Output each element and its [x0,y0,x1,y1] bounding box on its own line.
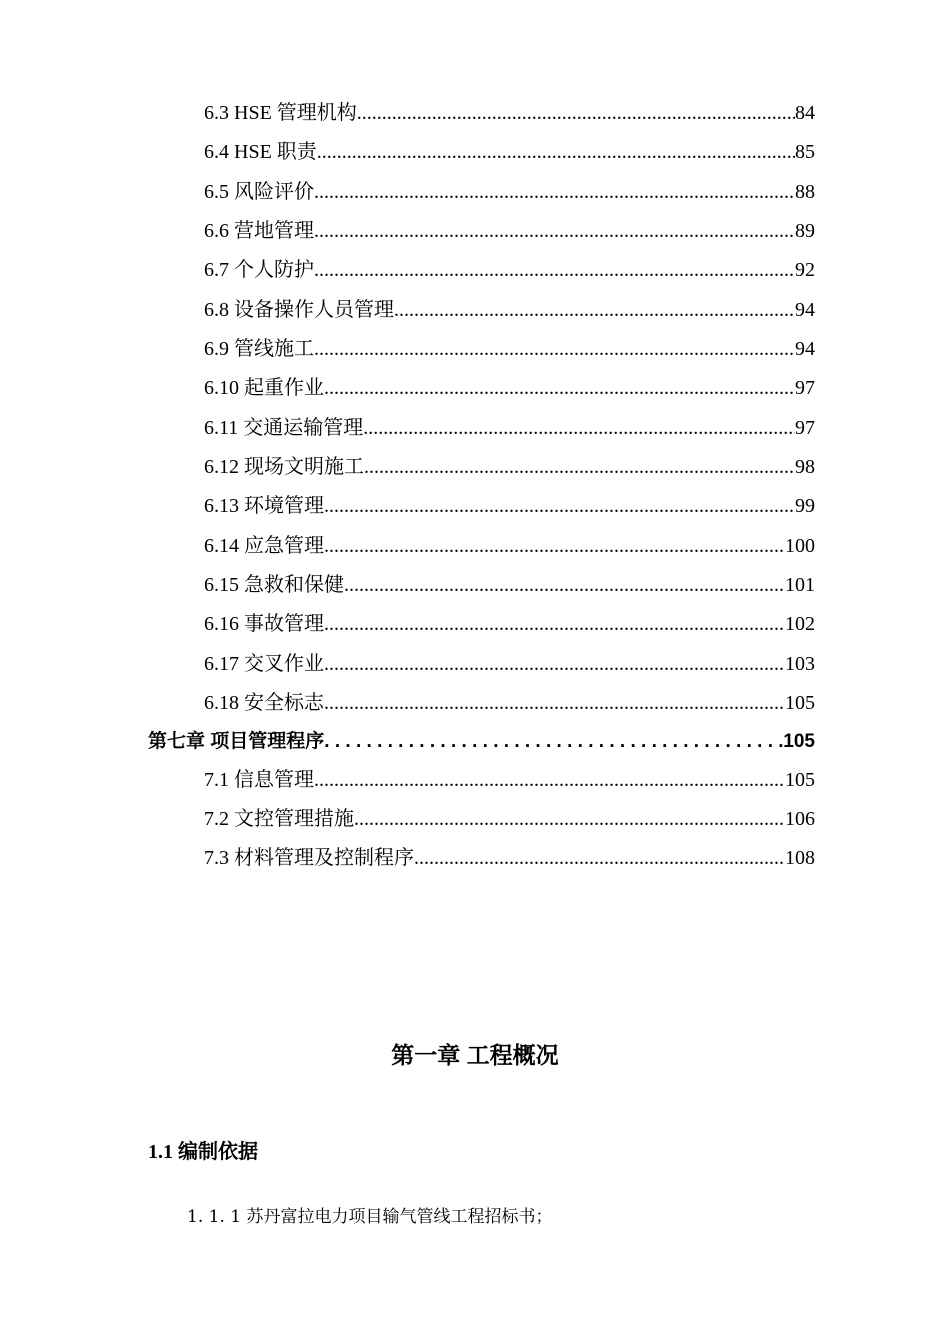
toc-entry-label: 6.12 现场文明施工 [204,456,364,478]
toc-entry-label: 6.15 急救和保健 [204,574,344,596]
toc-entry[interactable] [204,647,815,677]
toc-entry-page: 97 [795,377,815,399]
toc-entry[interactable] [204,529,815,559]
toc-entry-label: 6.16 事故管理 [204,613,324,635]
reference-item: 1. 1. 1 苏丹富拉电力项目输气管线工程招标书； [187,1207,553,1227]
toc-entry-page: 94 [795,299,815,321]
toc-entry-label: 7.3 材料管理及控制程序 [204,847,414,869]
toc-entry-label: 6.6 营地管理 [204,220,314,242]
toc-entry-page: 99 [795,495,815,517]
toc-entry-label: 6.7 个人防护 [204,259,314,281]
toc-leader-dots [394,299,795,322]
toc-entry-page: 84 [795,102,815,124]
toc-entry-page: 103 [785,653,815,675]
toc-entry-page: 102 [785,613,815,635]
toc-leader-dots [324,613,785,636]
toc-entry[interactable] [204,568,815,598]
toc-entry-page: 106 [785,808,815,830]
toc-entry[interactable] [204,450,815,480]
toc-entry-label: 6.14 应急管理 [204,535,324,557]
toc-leader-dots [317,141,795,164]
toc-entry-label: 7.2 文控管理措施 [204,808,354,830]
toc-entry-page: 85 [795,141,815,163]
toc-leader-dots [314,220,795,243]
toc-entry[interactable] [204,135,815,165]
toc-entry-label: 6.9 管线施工 [204,338,314,360]
toc-leader-dots [324,377,795,400]
toc-entry-page: 108 [785,847,815,869]
toc-entry[interactable] [204,607,815,637]
toc-chapter-entry[interactable] [148,726,815,756]
toc-entry-page: 97 [795,417,815,439]
toc-leader-dots [314,259,795,282]
toc-leader-dots [324,731,783,753]
toc-entry-label: 7.1 信息管理 [204,769,314,791]
toc-entry[interactable] [204,175,815,205]
toc-entry[interactable] [204,841,815,871]
toc-leader-dots [324,653,785,676]
toc-leader-dots [363,417,795,440]
toc-entry[interactable] [204,489,815,519]
toc-entry-page: 94 [795,338,815,360]
toc-entry-page: 92 [795,259,815,281]
toc-entry[interactable] [204,763,815,793]
toc-entry[interactable] [204,293,815,323]
toc-entry-label: 6.13 环境管理 [204,495,324,517]
toc-entry[interactable] [204,332,815,362]
toc-entry-page: 105 [785,692,815,714]
toc-leader-dots [414,847,785,870]
toc-leader-dots [357,102,795,125]
toc-entry-page: 100 [785,535,815,557]
toc-leader-dots [324,495,795,518]
chapter-title: 第一章 工程概况 [391,1042,559,1068]
toc-chapter-label: 第七章 项目管理程序 [148,731,325,752]
toc-leader-dots [314,338,795,361]
toc-entry[interactable] [204,214,815,244]
toc-entry-page: 105 [785,769,815,791]
section-title: 1.1 编制依据 [148,1141,258,1163]
toc-entry-label: 6.4 HSE 职责 [204,141,317,163]
toc-entry-label: 6.10 起重作业 [204,377,324,399]
toc-entry-label: 6.3 HSE 管理机构 [204,102,357,124]
toc-leader-dots [344,574,785,597]
toc-leader-dots [324,692,785,715]
toc-leader-dots [314,181,795,204]
toc-leader-dots [314,769,785,792]
toc-entry-label: 6.11 交通运输管理 [204,417,364,439]
toc-entry[interactable] [204,96,815,126]
toc-leader-dots [364,456,795,479]
toc-entry-page: 98 [795,456,815,478]
toc-entry[interactable] [204,253,815,283]
toc-leader-dots [324,535,785,558]
toc-entry[interactable] [204,686,815,716]
toc-entry-label: 6.18 安全标志 [204,692,324,714]
toc-leader-dots [354,808,785,831]
toc-entry-page: 89 [795,220,815,242]
toc-entry-label: 6.17 交叉作业 [204,653,324,675]
toc-entry[interactable] [204,371,815,401]
toc-entry-page: 101 [785,574,815,596]
toc-chapter-page: 105 [783,731,815,752]
toc-entry-label: 6.5 风险评价 [204,181,314,203]
toc-entry-page: 88 [795,181,815,203]
toc-entry[interactable] [204,411,815,441]
toc-entry-label: 6.8 设备操作人员管理 [204,299,394,321]
toc-entry[interactable] [204,802,815,832]
